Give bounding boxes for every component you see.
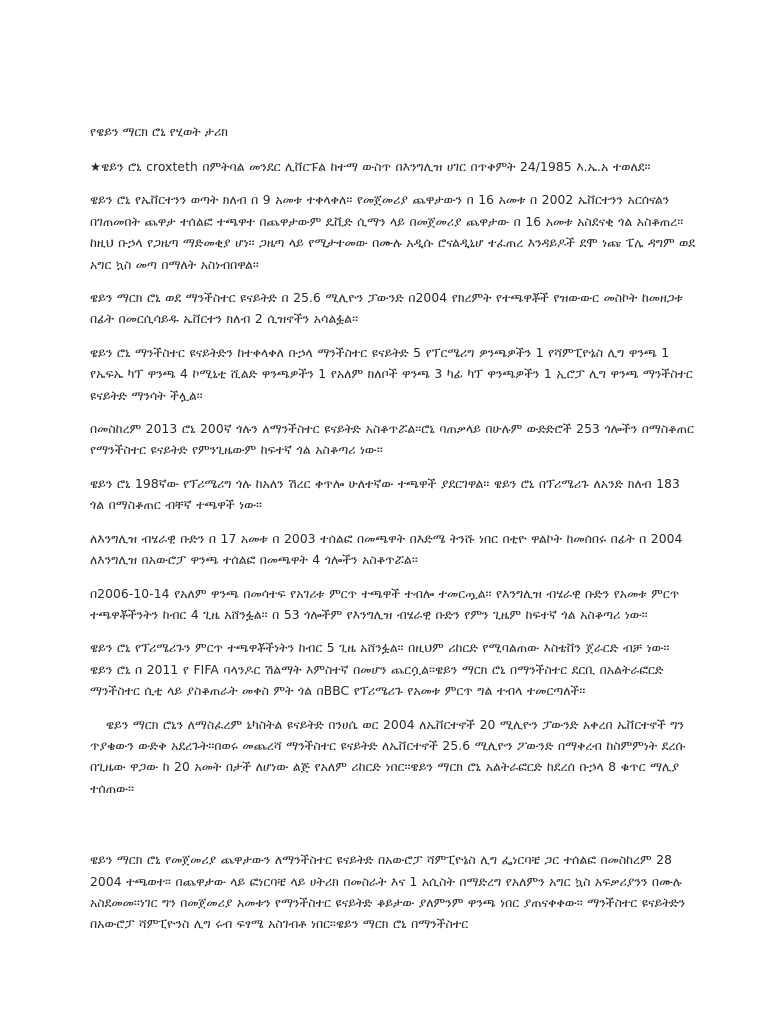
- paragraph-trophies: ዌይን ሮኒ ማንችስተር ዩናይትድን ከተቀላቀለ ቡኃላ ማንችስተር ዩናይትድ 5 የፕርሜሪግ ዎንጫዎችን 1 የሻምፒዮኔስ ሊግ ዋንጫ 1 የኤፍኤ ካፕ ዋንጫ 4 ኮሚኒቲ ሺልድ ዋንጫዎችን 1 የአለም ክለቦች ዋንጫ 3 ካፊ ካፕ ዋንጫዎችን 1 ኢሮፓ ሊግ ዋንጫ ማንችስተር ዩናይትድ ማንሳት ችሏል፡፡: [90, 345, 693, 403]
- paragraph-transfer: ዌይን ማርክ ሮኒ ወደ ማንችስተር ዩናይትድ በ 25.6 ሚሊዮን ፓውንድ በ2004 የክረምት የተጫዋቾች የዝውውር መስኮት ከመዘጋቱ በፊት በመርሲሳይዱ ኤቨርተን ክለብ 2 ሲዝኖችን አሳልፏል፡፡: [90, 291, 683, 327]
- paragraph-200th-goal: በመስከረም 2013 ሮኒ 200ኛ ጎሉን ለማንችስተር ዩናይትድ አስቆጥሯል፡፡ሮኒ ባጠቃላይ በሁሉም ውድድሮች 253 ጎሎችን በማስቆጠር የማንችስተር ዩናይትድ የምንጊዜውም ከፍተኛ ጎል አስቆጣሪ ነው፡፡: [90, 422, 694, 458]
- paragraph-world-cup: በ2006-10-14 የአለም ዋንጫ በመሳተፍ የአገሪቱ ምርጥ ተጫዋች ተብሎ ተመርጧል፡፡ የእንግሊዝ ብሄራዊ ቡድን የአመቱ ምርጥ ተጫዋቾችንትን ከብር 4 ጊዜ አሸንፏል፡፡ በ 53 ጎሎችም የእንግሊዝ ብሄራዊ ቡድን የምን ጊዜም ከፍተኛ ጎል አስቆጣሪ ነው፡፡: [90, 586, 680, 622]
- paragraph-england-debut: ለእንግሊዝ ብሄራዊ ቡድን በ 17 አመቱ በ 2003 ተሰልፎ በመጫዋት በእድሜ ትንሹ ነበር በቲዮ ዋልኮት ከመሰበሩ በፊት በ 2004 ለእንግሊዝ በአውሮፓ ዋንጫ ተሰልፎ በመጫዋት 4 ጎሎችን አስቆጥሯል፡፡: [90, 531, 683, 568]
- paragraph-birth: ★ዌይን ሮኒ croxteth በምትባል መንደር ሊቨርፑል ከተማ ውስጥ በእንግሊዝ ሀገር በጥቅምት 24/1985 እ.ኤ.አ ተወለደ፡፡: [90, 160, 651, 174]
- document-title: የዌይን ማርክ ሮኒ የሂወት ታሪክ: [90, 125, 229, 139]
- paragraph-gap: [90, 812, 696, 850]
- paragraph-first-match: ዌይን ማርክ ሮኒ የመጀመሪያ ጨዋታውን ለማንችስተር ዩናይትድ በአውሮፓ ሻምፒዮኔስ ሊግ ፌነርባቼ ጋር ተሰልፎ በመስከረም 28 2004 ተጫወተ፡፡ በጨዋታው ላይ ፎነርባቼ ላይ ሀትሪክ በመስራት እና 1 አሲስት በማድረግ የአለምን አግር ኳስ አፍቃሪያንን በሙሉ አስደመመ፡፡ነገር ግን በመጀመሪያ አመቱን የማንችስተር ዩናይትድ ቆይታው ያለምንም ዋንጫ ነበር ያጠናቀቀው፡፡ ማንችስተር ዩናይትድን በአውሮፓ ሻምፒዮንስ ሊግ ሩብ ፍፃሜ አስገብቶ ነበር፡፡ዌይን ማርክ ሮኒ በማንችስተር: [90, 853, 686, 932]
- paragraph-awards: ዌይን ሮኒ የፕሪሜሪጉን ምርጥ ተጫዋቾችነትን ከብር 5 ጊዜ አሸንፏል፡፡ በዚህም ሪከርድ የሚባልጠው እስቴቨን ጀራርድ ብቻ ነው፡፡ ዌይን ሮኒ በ 2011 የ FIFA ባላንዶር ሽልማት እምስተኛ በመሆን ጨርሷል፡፡ዌይን ማርክ ሮኒ በማንችስተር ደርቢ በአልትራፎርድ ማንችስተር ሲቲ ላይ ያስቆጠራት መቀስ ምት ጎል በBBC የፕሪሜሪጉ የአመቱ ምርጥ ግል ተብላ ተመርጣለች፡፡: [90, 641, 670, 699]
- paragraph-newcastle-offer: ዌይን ማርክ ሮኒን ለማስፈረም ኒካስትል ዩናይትድ በንሀሴ ወር 2004 ለኤቨርተኖች 20 ሚሊዮን ፓውንድ አቀረበ ኤቨርተኖች ግን ጥያቄውን ውድቅ አደረጉት፡፡በወሩ መጨረሻ ማንችስተር ዩናይትድ ለኤቨርተኖች 25.6 ሚሊዮን ፖውንድ በማቅረብ ከስምምነት ደረሱ በጊዜው ዋጋው ከ 20 አመት በታች ለሆነው ልጅ የአለም ሪከርድ ነበር፡፡ዌይን ማርክ ሮኒ አልትራፎርድ ከደረሰ ቡኃላ 8 ቁጥር ማሊያ ተሰጠው፡፡: [90, 717, 686, 796]
- paragraph-premier-league-goals: ዌይን ሮኒ 198ኛው የፕሪሜሪግ ጎሉ ከአለን ሽረር ቀጥሎ ሁለተኛው ተጫዋች ያደርገዋል፡፡ ዌይን ሮኒ በፕሪሜሪጉ ለአንድ ክለብ 183 ጎል በማስቆጠር ብቸኛ ተጫዋች ነው፡፡: [90, 476, 680, 513]
- paragraph-everton-debut: ዌይን ሮኒ የኤቨርተንን ወጣት ክለብ በ 9 አመቱ ተቀላቀለ፡፡ የመጀመሪያ ጨዋታውን በ 16 አመቱ በ 2002 ኤቨርተንን አርሰናልን በገጠመበት ጨዋታ ተሰልፎ ተጫዋተ በጨዋታውም ዴቪድ ሲማን ላይ በመጀመሪያ ጨዋታው በ 16 አመቱ አስደናቂ ጎል አስቆጠረ፡፡ ከዚህ ቡኃላ የጋዜጣ ማድመቂያ ሆነ፡፡ ጋዜጣ ላይ የሚታተመው በሙሉ አዲሱ ሮናልዲኒሆ ተፈጠረ እንዳይዶች ደሞ ነጩ ፔሌ ዳግም ወደ አግር ኳስ መጣ በማለት አስነብበዋል፡፡: [90, 193, 696, 272]
